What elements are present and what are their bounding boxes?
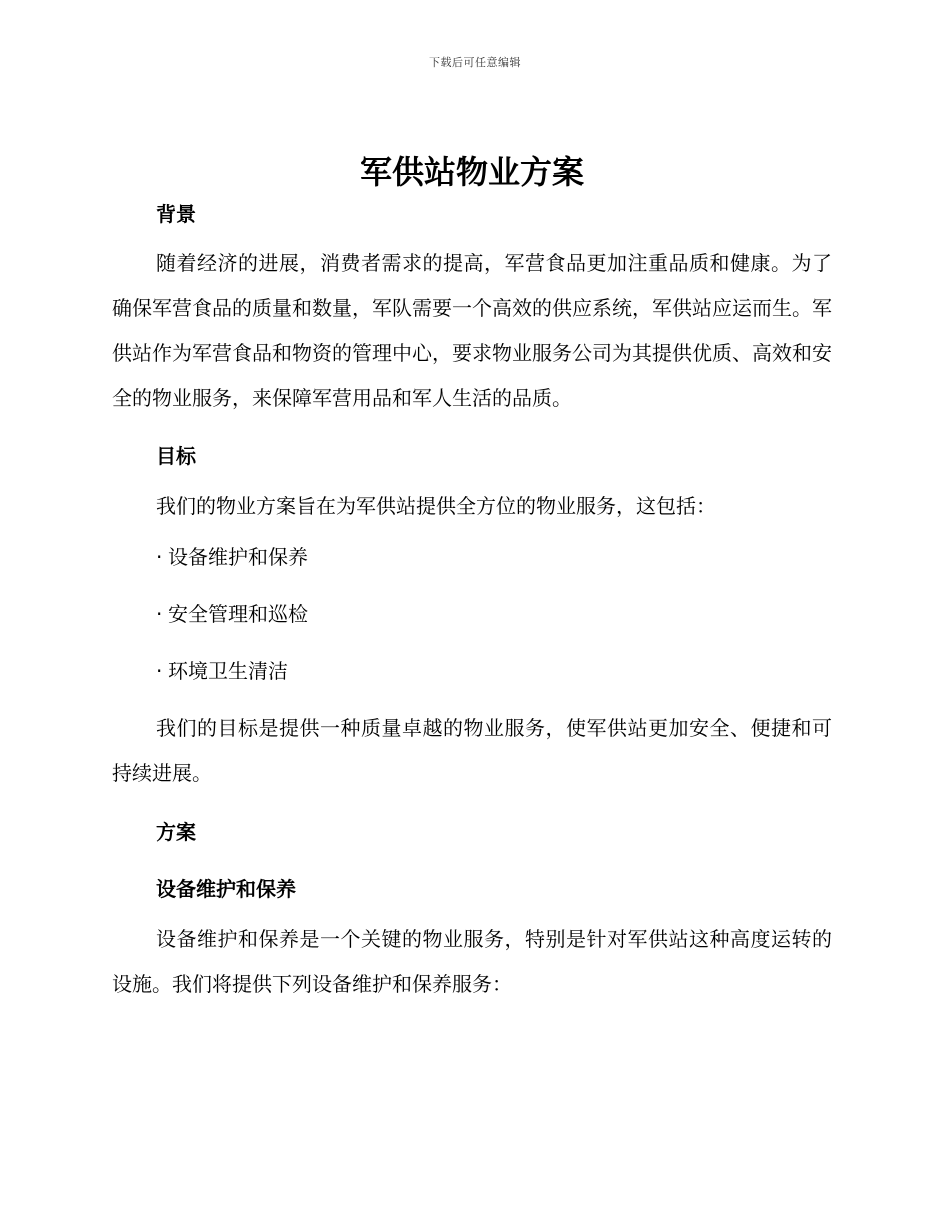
bullet-dot-icon: ·: [156, 659, 163, 683]
section-heading-background: 背景: [156, 202, 196, 226]
section-heading-goal: 目标: [156, 444, 196, 468]
equipment-paragraph: 设备维护和保养是一个关键的物业服务，特别是针对军供站这种高度运转的设施。我们将提供下列设备维护和保养服务：: [112, 927, 832, 996]
goal-item-label: 设备维护和保养: [168, 545, 308, 569]
bullet-dot-icon: ·: [156, 602, 163, 626]
goal-list-item: [112, 656, 832, 686]
section-heading-plan: 方案: [156, 820, 196, 844]
goal-intro-paragraph: 我们的物业方案旨在为军供站提供全方位的物业服务，这包括：: [156, 494, 716, 518]
goal-item-label: 安全管理和巡检: [168, 602, 308, 626]
bullet-dot-icon: ·: [156, 545, 163, 569]
document-body: [112, 150, 832, 1007]
background-paragraph: 随着经济的进展，消费者需求的提高，军营食品更加注重品质和健康。为了确保军营食品的质量和数量，军队需要一个高效的供应系统，军供站应运而生。军供站作为军营食品和物资的管理中心，要求物业服务公司为其提供优质、高效和安全的物业服务，来保障军营用品和军人生活的品质。: [112, 251, 832, 410]
document-title: 军供站物业方案: [359, 153, 584, 191]
goal-list-item: [112, 599, 832, 629]
goal-item-label: 环境卫生清洁: [168, 659, 288, 683]
page-header-note: 下载后可任意编辑: [429, 56, 521, 69]
goal-summary-paragraph: 我们的目标是提供一种质量卓越的物业服务，使军供站更加安全、便捷和可持续进展。: [112, 716, 832, 785]
subsection-heading-equipment: 设备维护和保养: [156, 877, 296, 901]
goal-list-item: [112, 542, 832, 572]
